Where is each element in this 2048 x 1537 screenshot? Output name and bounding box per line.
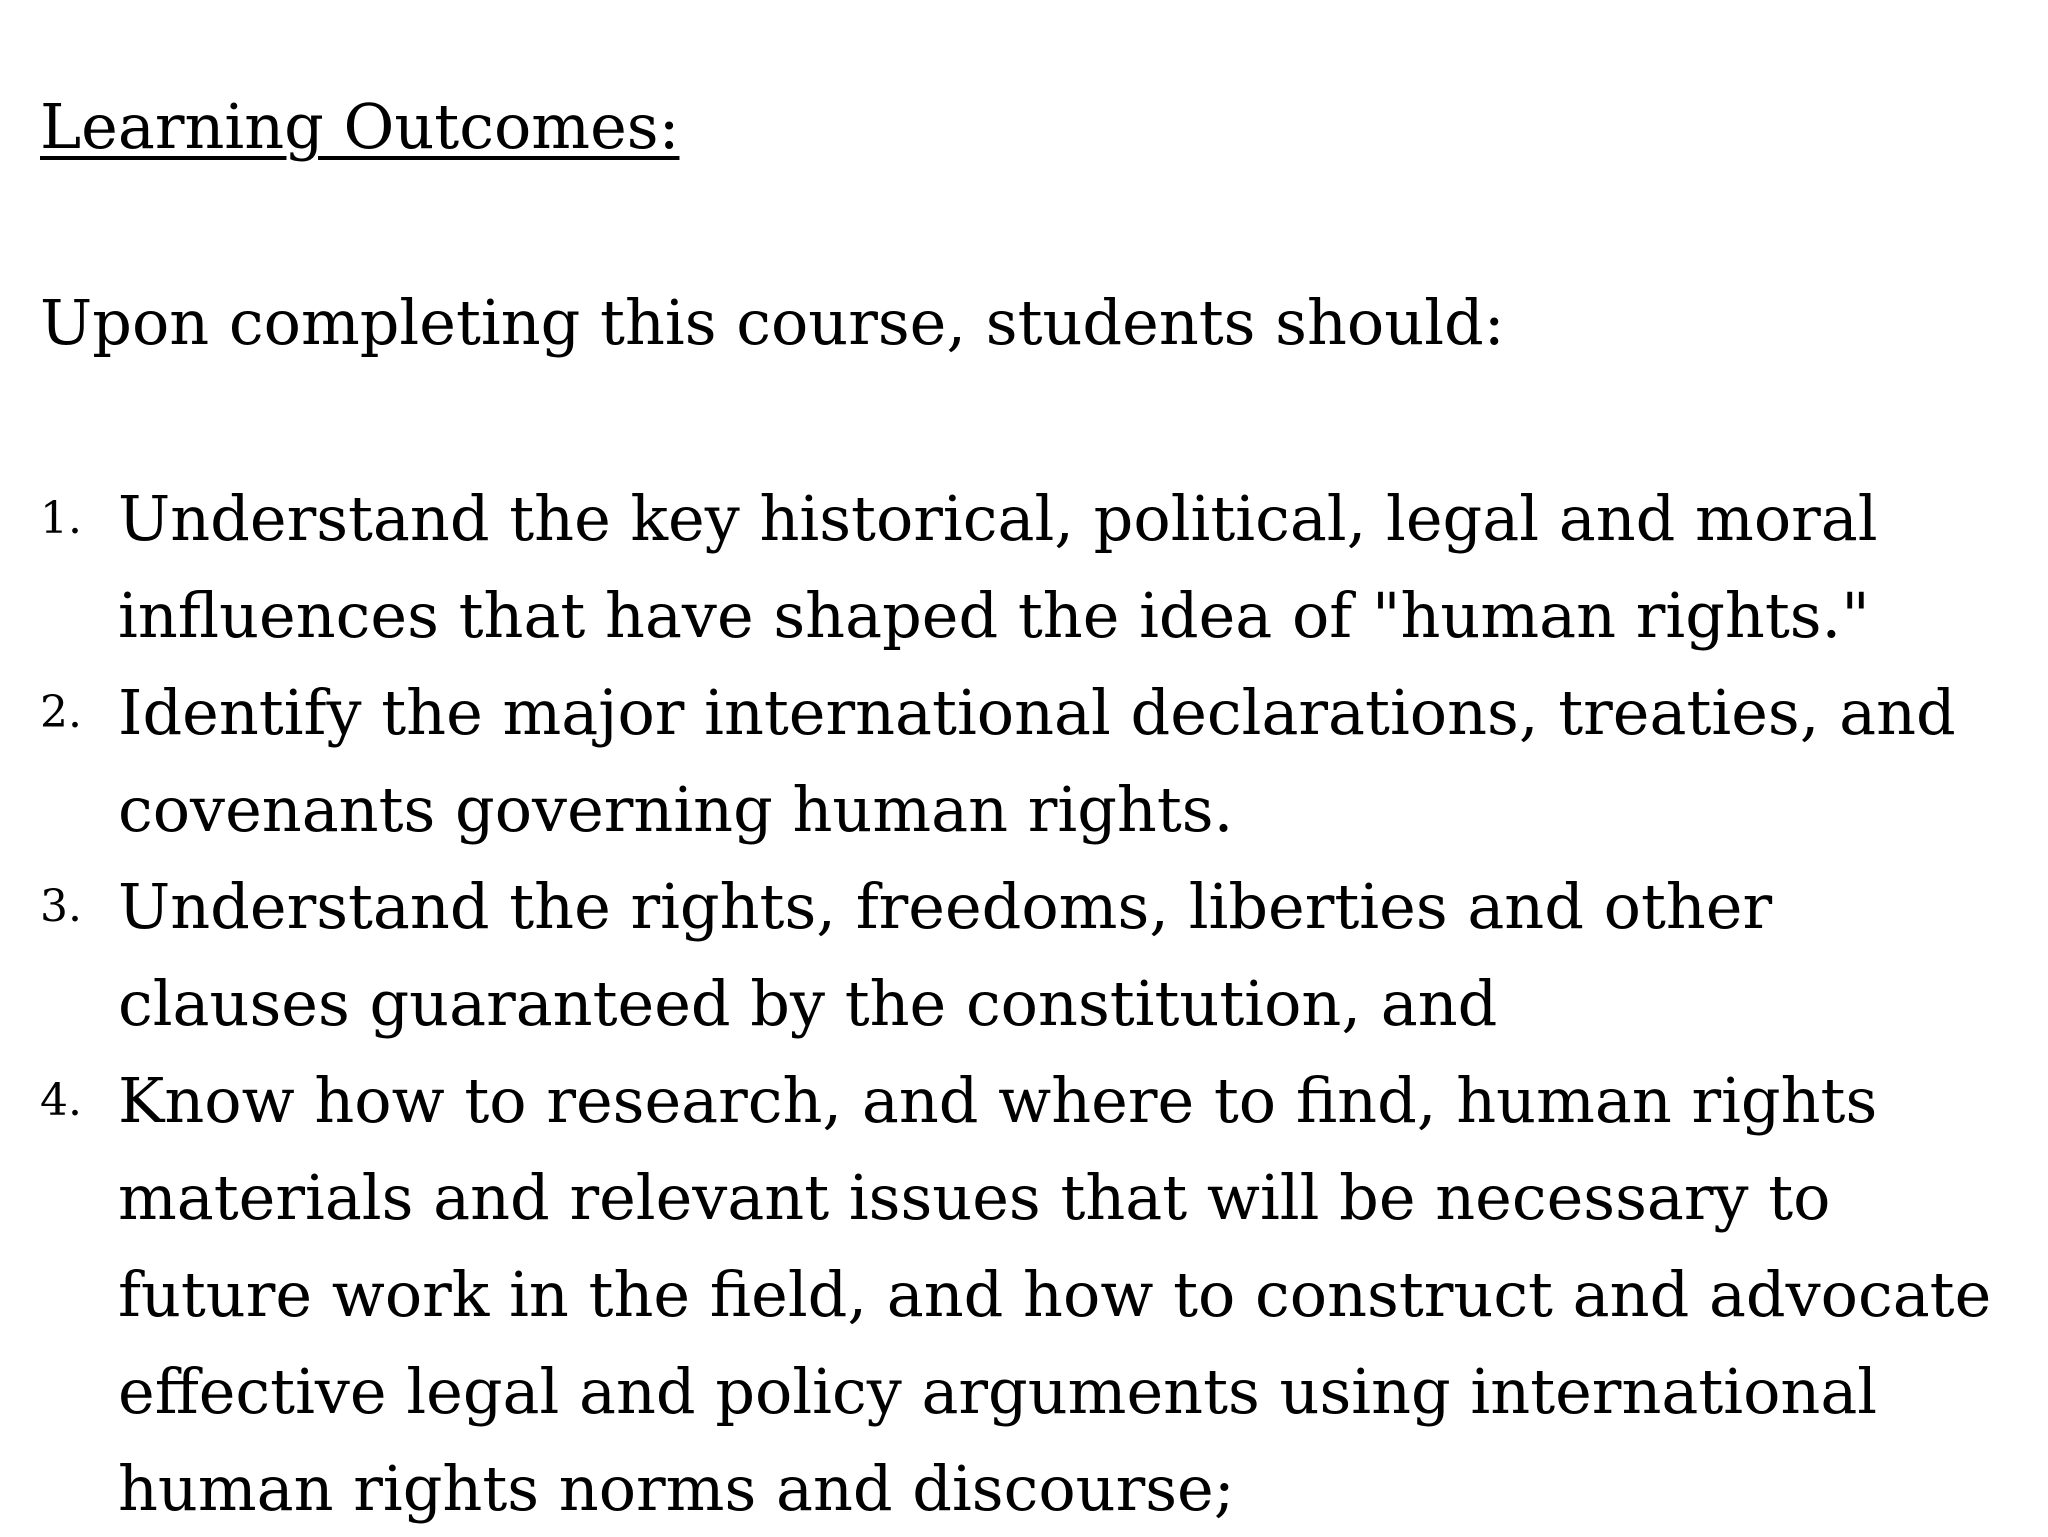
outcome-item-2 <box>40 664 2000 858</box>
outcome-number: 1. <box>40 493 82 544</box>
outcome-number: 2. <box>40 687 82 738</box>
outcome-text: Identify the major international declarations, treaties, and covenants governing human rights. <box>118 676 1956 846</box>
outcome-text: Understand the key historical, political, legal and moral influences that have shaped the idea of "human rights." <box>118 482 1878 652</box>
outcome-number: 4. <box>40 1075 82 1126</box>
outcome-text: Understand the rights, freedoms, liberties and other clauses guaranteed by the constitution, and <box>118 870 1773 1040</box>
outcome-number: 3. <box>40 881 82 932</box>
outcome-item-1 <box>40 470 2000 664</box>
outcome-item-3 <box>40 858 2000 1052</box>
intro-text: Upon completing this course, students should: <box>40 286 1505 359</box>
section-heading: Learning Outcomes: <box>40 90 680 163</box>
outcome-item-4 <box>40 1052 2000 1537</box>
learning-outcomes-list <box>40 470 2000 1537</box>
outcome-text: Know how to research, and where to find, human rights materials and relevant issues that will be necessary to future work in the field, and how to construct and advocate effective legal and policy arguments using international human rights norms and discourse; <box>118 1064 1992 1525</box>
